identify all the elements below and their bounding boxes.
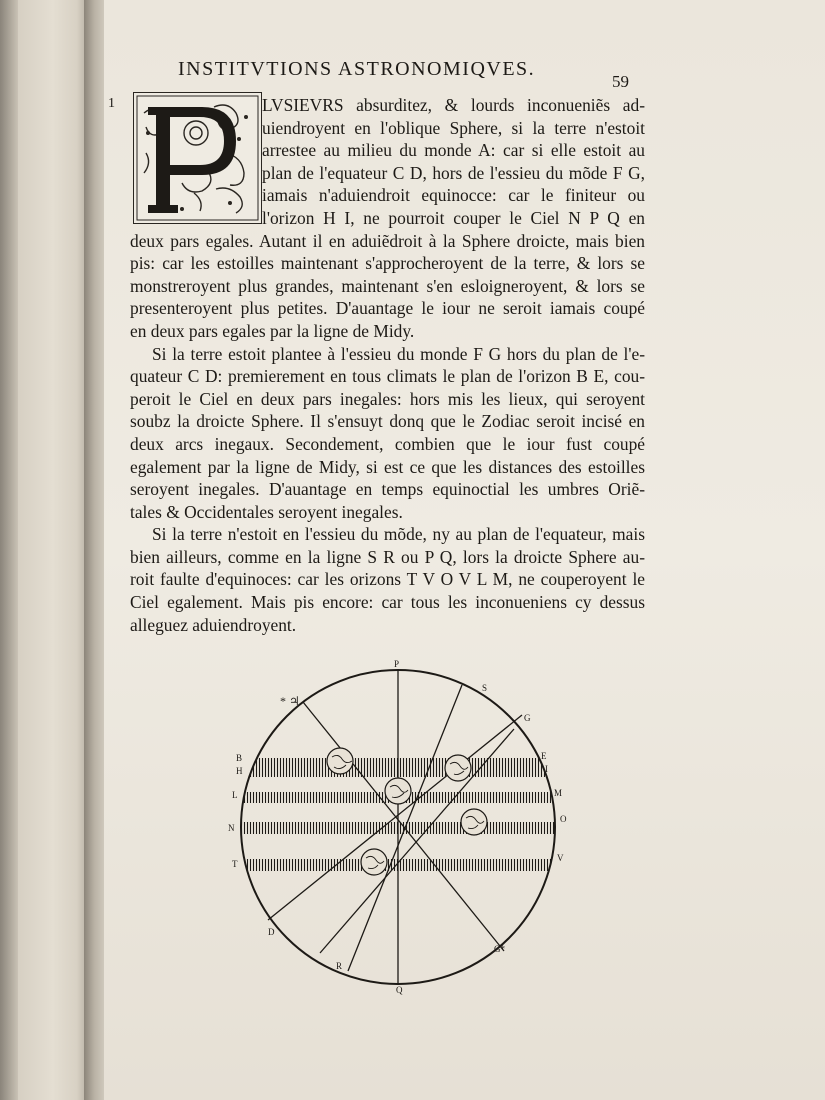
text-line: presenteroyent plus petites. D'auantage le iour ne seroit iamais coupé [130, 298, 645, 319]
label-v: V [557, 853, 564, 863]
text-line: roit faulte d'equinoces: car les orizons T V O V L M, ne couperoyent le [130, 569, 645, 590]
label-r: R [336, 961, 343, 971]
page-number: 59 [612, 72, 629, 91]
text-line: alleguez aduiendroyent. [130, 614, 297, 635]
text-line: peroit le Ciel en deux pars inegales: hors mis les lieux, qui seroyent [130, 388, 645, 409]
text-line: Si la terre n'estoit en l'essieu du mõde, ny au plan de l'equateur, mais [152, 524, 645, 545]
text-line: seroyent inegales. D'auantage en temps equinoctial les umbres Oriẽ- [130, 479, 645, 500]
left-page [0, 0, 96, 1100]
label-m: M [554, 788, 563, 798]
text-line: iamais n'aduiendroit equinocce: car le finiteur ou [262, 185, 645, 206]
label-q: Q [396, 985, 403, 995]
text-line: deux arcs inegaux. Secondement, combien que le iour fust coupé [130, 433, 645, 454]
label-s: S [482, 683, 488, 693]
paragraph-2 [130, 343, 645, 524]
text-line: bien ailleurs, comme en la ligne S R ou P Q, lors la droicte Sphere au- [130, 546, 645, 567]
label-p: P [394, 659, 400, 669]
text-line: soubz la droicte Sphere. Il s'ensuyt donq que le Zodiac seroit incisé en [130, 411, 645, 432]
text-line: l'orizon H I, ne pourroit couper le Ciel N P Q en [262, 207, 645, 228]
text-line: Ciel egalement. Mais pis encore: car tous les inconueniens cy dessus [130, 592, 645, 613]
label-h: H [236, 766, 243, 776]
label-g-star: G* [494, 944, 505, 954]
text-line: Si la terre estoit plantee à l'essieu du monde F G hors du plan de l'e- [152, 343, 645, 364]
paragraph-1 [130, 94, 645, 343]
label-e: E [541, 751, 547, 761]
running-head: INSTITVTIONS ASTRONOMIQVES. [178, 58, 536, 80]
text-line: en deux pars egales par la ligne de Midy. [130, 320, 415, 341]
label-n: N [228, 823, 235, 833]
text-line: pis: car les estoilles maintenant s'approcheroyent de la terre, & lors se [130, 253, 645, 274]
label-t: T [232, 859, 238, 869]
label-o: O [560, 814, 567, 824]
text-line: arrestee au milieu du monde A: car si elle estoit au [262, 140, 645, 161]
body-text [130, 94, 645, 636]
label-g: G [524, 713, 531, 723]
label-star-jupiter: * ♃ [280, 694, 300, 708]
left-page-edge [0, 0, 18, 1100]
text-line: monstreroyent plus grandes, maintenant s'en esloigneroyent, & lors se [130, 275, 645, 296]
earth-globe-1 [327, 748, 353, 774]
text-line: egalement par la ligne de Midy, si est ce que les distances des estoilles [130, 456, 645, 477]
text-line: plan de l'equateur C D, hors de l'essieu du mõde F G, [262, 162, 645, 183]
label-l: L [232, 790, 238, 800]
margin-number: 1 [108, 96, 115, 111]
label-b: B [236, 753, 243, 763]
label-i: I [545, 764, 548, 774]
label-d: D [268, 927, 275, 937]
text-line: uiendroyent en l'oblique Sphere, si la terre n'estoit [262, 117, 645, 138]
text-line: quateur C D: premierement en tous climats le plan de l'orizon B E, cou- [130, 366, 645, 387]
paragraph-3 [130, 523, 645, 636]
text-line: tales & Occidentales seroyent inegales. [130, 501, 403, 522]
sphere-diagram [228, 655, 573, 995]
text-line: deux pars egales. Autant il en aduiẽdroit à la Sphere droicte, mais bien [130, 230, 645, 251]
text-line: LVSIEVRS absurditez, & lourds inconueniẽs ad- [262, 95, 645, 115]
